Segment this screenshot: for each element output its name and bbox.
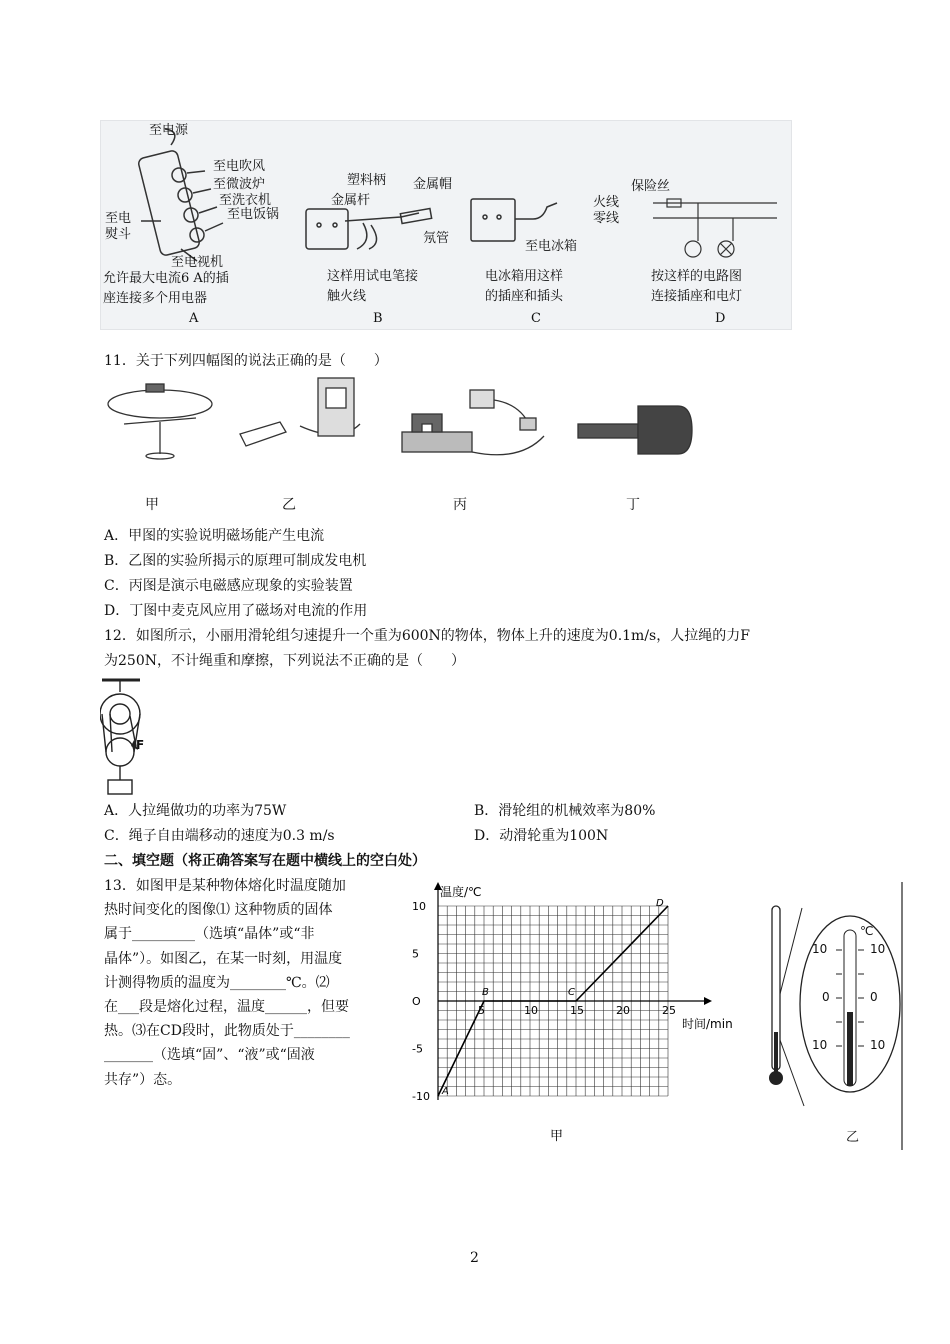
melting-chart [410,878,740,1148]
q11-label-bing: 丙 [453,497,467,513]
q11-label-jia: 甲 [145,497,159,513]
q13-line-4: 晶体”）。如图乙，在某一时刻，用温度 [104,950,343,967]
x-tick-label: 5 [478,1004,485,1017]
caption-a-line1: 允许最大电流6 A的插 [103,271,229,286]
q11-option-b: B．乙图的实验所揭示的原理可制成发电机 [104,553,367,569]
q13-line-9: 共存”）态。 [104,1071,182,1088]
thermo-left-mid: 0 [822,990,830,1004]
q11-label-ding: 丁 [626,497,640,513]
label-to-ricecooker: 至电饭锅 [227,207,280,222]
label-metal-cap: 金属帽 [413,177,453,192]
section2-title: 二、填空题（将正确答案写在题中横线上的空白处） [104,853,426,869]
power-strip-drawing [137,129,223,261]
force-label: F [136,738,145,752]
caption-b-line2: 触火线 [327,289,367,304]
q13-line-3: 属于_________（选填“晶体”或“非 [104,926,315,943]
figure-yi-drawing [240,378,360,446]
label-fuse: 保险丝 [631,179,671,194]
top-figure-strip [100,120,792,330]
point-label: A [442,1086,449,1097]
label-neon-tube: 氖管 [423,231,450,246]
q12-option-c: C．绳子自由端移动的速度为0.3 m/s [104,828,335,844]
q13-line-7: 热。⑶在CD段时，此物质处于________ [104,1023,350,1040]
point-label: D [656,898,664,909]
circuit-drawing [653,199,777,257]
q11-option-c: C．丙图是演示电磁感应现象的实验装置 [104,578,353,594]
label-to-hairdryer: 至电吹风 [213,159,266,174]
letter-a: A [189,311,199,326]
label-to-iron-2: 熨斗 [105,227,132,242]
thermo-right-bottom: 10 [870,1038,886,1052]
q11-option-d: D．丁图中麦克风应用了磁场对电流的作用 [104,603,368,619]
q11-figure-drawings [100,374,700,464]
x-tick-label: 10 [524,1004,538,1017]
label-to-tv: 至电视机 [171,255,224,270]
caption-d-line1: 按这样的电路图 [651,269,743,284]
caption-c-line2: 的插座和插头 [485,289,564,304]
thermo-right-mid: 0 [870,990,878,1004]
page-number: 2 [470,1250,479,1266]
test-pen-drawing [306,208,432,249]
q11-option-a: A．甲图的实验说明磁场能产生电流 [104,528,325,544]
thermometer-drawing [762,882,904,1150]
label-live-wire: 火线 [593,195,620,210]
thermo-unit: ℃ [860,924,874,938]
y-tick-label: -10 [412,1090,430,1103]
label-to-washer: 至洗衣机 [219,193,272,208]
label-neutral-wire: 零线 [593,211,620,226]
letter-c: C [531,311,541,326]
label-to-fridge: 至电冰箱 [525,239,578,254]
y-tick-label: -5 [412,1042,423,1056]
q12-option-d: D．动滑轮重为100N [474,828,609,844]
chart-point-labels [441,898,664,1097]
q13-line-5: 计测得物质的温度为________℃。⑵ [104,974,330,991]
q13-text [104,874,350,1092]
label-plastic-handle: 塑料柄 [347,173,387,188]
q12-option-b: B．滑轮组的机械效率为80% [474,803,656,819]
q13-line-6: 在___段是熔化过程，温度______，但要 [104,999,349,1016]
label-to-microwave: 至微波炉 [213,177,266,192]
y-tick-label: 10 [412,900,426,913]
thermo-left-bottom: 10 [812,1038,828,1052]
y-tick-label: 5 [412,947,419,961]
letter-b: B [373,311,383,326]
caption-b-line1: 这样用试电笔接 [327,269,419,284]
label-to-power: 至电源 [149,123,189,138]
chart-caption: 甲 [550,1129,564,1144]
x-axis-arrow [704,997,712,1005]
q12-stem-line2: 为250N，不计绳重和摩擦，下列说法不正确的是（ ） [104,653,465,669]
q13-line-8: _______（选填“固”、“液”或“固液 [104,1047,315,1064]
figure-ding-drawing [578,406,692,454]
caption-a-line2: 座连接多个用电器 [103,291,208,306]
q11-figures [100,374,700,464]
label-metal-rod: 金属杆 [331,193,371,208]
q11-label-yi: 乙 [282,497,296,513]
x-tick-label: 15 [570,1004,584,1017]
q12-option-a: A．人拉绳做功的功率为75W [104,803,287,819]
fridge-outlet-drawing [471,199,557,241]
x-tick-label: 25 [662,1004,676,1017]
point-label: C [568,987,575,998]
chart-x-axis-label: 时间/min [682,1017,733,1031]
caption-d-line2: 连接插座和电灯 [651,289,743,304]
thermo-left-top: 10 [812,942,828,956]
pulley-drawing [100,674,160,796]
thermo-right-top: 10 [870,942,886,956]
q13-line-1: 13．如图甲是某种物体熔化时温度随加 [104,878,346,894]
figure-bing-drawing [402,390,544,455]
thermometer-figure [762,882,904,1150]
q13-line-2: 热时间变化的图像⑴ 这种物质的固体 [104,902,333,919]
q11-stem: 11．关于下列四幅图的说法正确的是（ ） [104,353,388,369]
chart-y-axis-label: 温度/℃ [440,885,482,899]
letter-d: D [715,311,726,326]
caption-c-line1: 电冰箱用这样 [485,269,564,284]
point-label: B [482,987,489,998]
x-tick-label: 20 [616,1004,630,1017]
figure-jia-drawing [108,384,212,459]
pulley-figure [100,674,160,796]
label-to-iron-1: 至电 [105,211,132,226]
thermo-caption: 乙 [846,1130,860,1145]
q12-stem-line1: 12．如图所示，小丽用滑轮组匀速提升一个重为600N的物体，物体上升的速度为0.1m/s，人拉绳的力F [104,628,750,644]
y-tick-label: O [412,995,421,1008]
